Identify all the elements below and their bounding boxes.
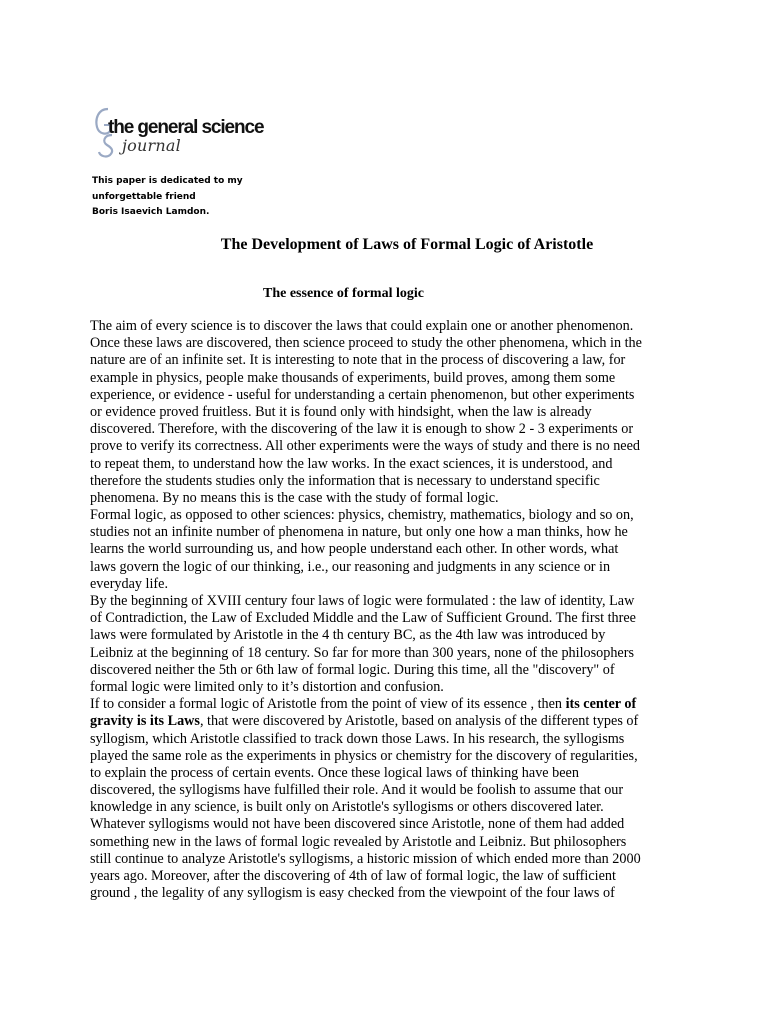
text-line: discovered neither the 5th or 6th law of formal logic. During this time, all the "discovery" of [90,661,615,678]
text-fragment: If to consider a formal logic of Aristotle from the point of view of its essence , then [90,696,566,713]
text-line: Leibniz at the beginning of 18 century. So far for more than 300 years, none of the philosophers [90,644,634,661]
section-heading: The essence of formal logic [263,286,424,301]
text-line: everyday life. [90,575,168,592]
text-line: ground , the legality of any syllogism is easy checked from the viewpoint of the four laws of [90,885,615,902]
text-line: of Contradiction, the Law of Excluded Middle and the Law of Sufficient Ground. The first three [90,610,636,627]
text-line: to explain the process of certain events. Once these logical laws of thinking have been [90,764,579,781]
text-line: still continue to analyze Aristotle's syllogisms, a historic mission of which ended more than 2000 [90,850,641,867]
text-line: studies not an infinite number of phenomena in nature, but only one how a man thinks, how he [90,524,628,541]
text-line: discovered, the syllogisms have fulfilled their role. And it would be foolish to assume that our [90,782,624,799]
text-line: formal logic were limited only to it’s distortion and confusion. [90,678,444,695]
text-line: played the same role as the experiments in physics or chemistry for the discovery of regularities, [90,747,638,764]
text-line: to repeat them, to understand how the law works. In the exact sciences, it is understood, and [90,455,613,472]
logo-title: the general science [108,117,264,138]
bold-fragment: gravity is its Laws [90,713,200,730]
dedication-line: This paper is dedicated to my [92,176,243,186]
text-line: Whatever syllogisms would not have been discovered since Aristotle, none of them had added [90,816,625,833]
text-fragment: , that were discovered by Aristotle, based on analysis of the different types of [199,713,639,730]
text-line: something new in the laws of formal logic revealed by Aristotle and Leibniz. But philosophers [90,833,627,850]
text-line: By the beginning of XVIII century four laws of logic were formulated : the law of identity, Law [90,593,635,609]
text-line: syllogism, which Aristotle classified to track down those Laws. In his research, the syllogisms [90,730,625,747]
text-line: experience, or evidence - useful for understanding a certain phenomenon, but other experiments [90,386,635,403]
body-text [90,318,680,902]
paper-title: The Development of Laws of Formal Logic of Aristotle [220,236,594,253]
text-line: Formal logic, as opposed to other sciences: physics, chemistry, mathematics, biology and so on, [90,507,634,524]
bold-fragment: its center of [565,696,637,713]
text-line: discovered. Therefore, with the discovering of the law it is enough to show 2 - 3 experiments or [90,421,634,438]
text-line: prove to verify its correctness. All other experiments were the ways of study and there is no need [90,438,640,455]
text-line: Once these laws are discovered, then science proceed to study the other phenomena, which in the [90,335,642,352]
text-line: therefore the students studies only the information that is necessary to understand specific [90,472,600,489]
text-line: years ago. Moreover, after the discovering of 4th of law of formal logic, the law of sufficient [90,868,616,884]
text-line: learns the world surrounding us, and how people understand each other. In other words, what [90,541,619,558]
text-line: or evidence proved fruitless. But it is found only with hindsight, when the law is already [90,403,592,420]
text-line: The aim of every science is to discover the laws that could explain one or another phenomenon. [90,318,634,334]
text-line [90,713,680,730]
text-line: example in physics, people make thousands of experiments, build proves, among them some [90,369,616,386]
dedication-line: unforgettable friend [92,191,196,202]
dedication [92,174,243,221]
text-line: nature are of an infinite set. It is interesting to note that in the process of discovering a law, for [90,352,626,369]
text-line: phenomena. By no means this is the case with the study of formal logic. [90,489,499,506]
text-line: laws were formulated by Aristotle in the 4 th century BC, as the 4th law was introduced by [90,627,606,644]
journal-logo [92,105,262,160]
dedication-line: Boris Isaevich Lamdon. [92,207,210,217]
logo-subtitle: journal [122,136,181,155]
text-line: knowledge in any science, is built only on Aristotle's syllogisms or others discovered later. [90,799,604,816]
text-line [90,696,680,713]
text-line: laws govern the logic of our thinking, i.e., our reasoning and judgments in any science or in [90,558,611,575]
